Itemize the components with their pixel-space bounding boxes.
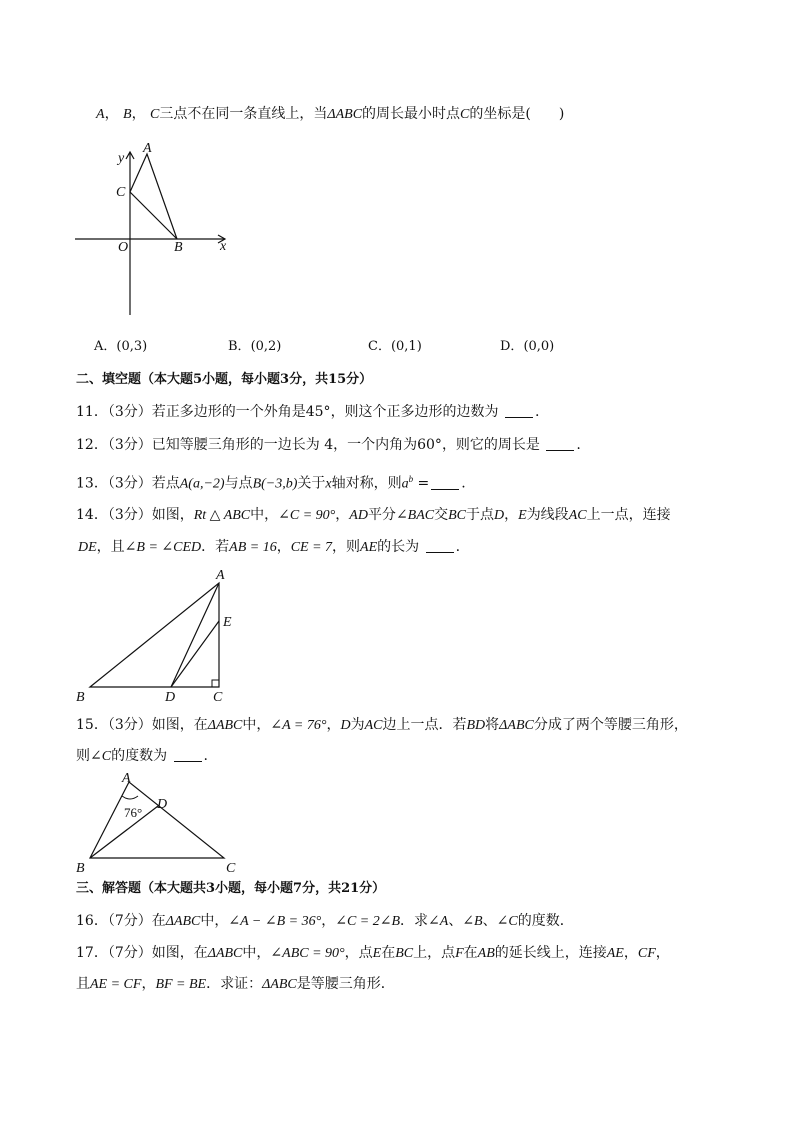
q10-text3: 的坐标是(: [469, 106, 531, 122]
q14-figure: [70, 565, 250, 705]
q10-triangle: ΔABC: [327, 107, 363, 122]
q13-blank[interactable]: [431, 475, 459, 490]
q11-blank[interactable]: [505, 403, 533, 418]
section-2-title: 二、填空题（本大题5小题，每小题3分，共15分）: [76, 372, 373, 387]
point-a: A: [96, 107, 105, 122]
q14-label-b: B: [76, 690, 85, 705]
q15-label-d: D: [157, 797, 168, 812]
point-b: B: [123, 107, 132, 122]
q15-label-c: C: [226, 861, 236, 876]
q15-figure: [70, 768, 250, 878]
fig-label-o: O: [118, 240, 129, 255]
q15-angle-label: 76°: [124, 805, 143, 820]
q14-label-e: E: [223, 615, 232, 630]
section-3-title: 三、解答题（本大题共3小题，每小题7分，共21分）: [76, 881, 386, 896]
fig-label-c: C: [116, 185, 126, 200]
q15-line1: 15．（3分）如图，在ΔABC中，∠A = 76°，D为AC边上一点．若BD将ΔABC分成了两个等腰三角形，: [76, 717, 688, 733]
q17-line2: 且AE = CF，BF = BE．求证：ΔABC是等腰三角形．: [76, 976, 395, 992]
q10-text1: 三点不在同一条直线上，当: [159, 106, 328, 122]
q10-statement: A， B， C三点不在同一条直线上，当ΔABC的周长最小时点C的坐标是( ): [96, 106, 565, 122]
q12-blank[interactable]: [546, 436, 574, 451]
q14-line1: 14．（3分）如图，Rt △ ABC中，∠C = 90°，AD平分∠BAC交BC于点D，E为线段AC上一点，连接: [76, 507, 671, 523]
q13: 13．（3分）若点A(a,−2)与点B(−3,b)关于x轴对称，则$a^b$ = .: [76, 474, 466, 492]
fig-label-b: B: [174, 240, 183, 255]
q12: 12．（3分）已知等腰三角形的一边长为 4，一个内角为60°，则它的周长是 .: [76, 437, 581, 453]
option-d: D．(0,0): [500, 339, 555, 354]
q15-blank[interactable]: [174, 747, 202, 762]
y-axis-label: y: [118, 151, 125, 166]
option-b: B．(0,2): [228, 339, 282, 354]
q15-label-a: A: [122, 771, 131, 786]
x-axis-label: x: [220, 239, 227, 254]
q10-triangle-shape: [130, 154, 177, 239]
q14-label-d: D: [165, 690, 176, 705]
q14-label-a: A: [216, 568, 225, 583]
q10-paren-close: ): [558, 106, 565, 122]
q14-line2: DE，且∠B = ∠CED．若AB = 16，CE = 7，则AE的长为 .: [78, 539, 461, 555]
option-a: A．(0,3): [94, 339, 148, 354]
q17-line1: 17．（7分）如图，在ΔABC中，∠ABC = 90°，点E在BC上，点F在AB的延长线上，连接AE，CF，: [76, 945, 670, 961]
q10-text2: 的周长最小时点: [362, 106, 461, 122]
q10-coordinate-figure: [70, 140, 240, 320]
point-c: C: [150, 107, 160, 122]
option-c: C．(0,1): [368, 339, 422, 354]
q10-point-c: C: [460, 107, 470, 122]
q15-line2: 则∠C的度数为 .: [76, 748, 208, 764]
q11: 11．（3分）若正多边形的一个外角是45°，则这个正多边形的边数为 .: [76, 404, 540, 420]
q14-label-c: C: [213, 690, 223, 705]
q14-blank[interactable]: [426, 538, 454, 553]
q15-label-b: B: [76, 861, 85, 876]
fig-label-a: A: [143, 141, 152, 156]
q16: 16．（7分）在ΔABC中，∠A − ∠B = 36°，∠C = 2∠B．求∠A、∠B、∠C的度数．: [76, 913, 574, 929]
